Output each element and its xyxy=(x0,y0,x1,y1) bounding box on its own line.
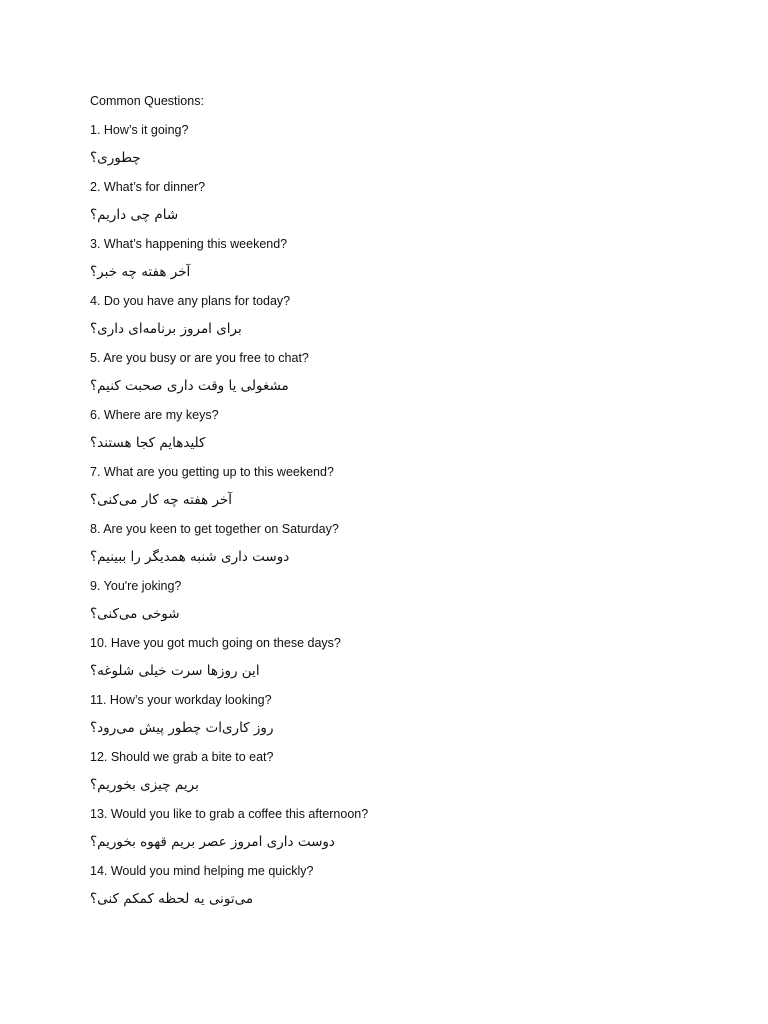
question-persian: دوست داری شنبه همدیگر را ببینیم؟ xyxy=(90,549,290,565)
question-persian: مشغولی یا وقت داری صحبت کنیم؟ xyxy=(90,378,289,394)
question-persian: چطوری؟ xyxy=(90,150,141,166)
question-english: 12. Should we grab a bite to eat? xyxy=(90,749,274,764)
question-item xyxy=(90,520,690,568)
question-english: 4. Do you have any plans for today? xyxy=(90,293,291,308)
question-persian: شام چی داریم؟ xyxy=(90,207,179,223)
question-item xyxy=(90,349,690,397)
question-item xyxy=(90,292,690,340)
document-heading: Common Questions: xyxy=(90,94,204,108)
question-item xyxy=(90,235,690,283)
question-persian: می‌تونی یه لحظه کمکم کنی؟ xyxy=(90,891,254,907)
question-english: 14. Would you mind helping me quickly? xyxy=(90,863,314,878)
question-persian: این روزها سرت خیلی شلوغه؟ xyxy=(90,663,260,679)
question-item xyxy=(90,748,690,796)
question-english: 10. Have you got much going on these days? xyxy=(90,635,341,650)
question-persian: کلیدهایم کجا هستند؟ xyxy=(90,435,206,451)
question-item xyxy=(90,862,690,910)
question-english: 6. Where are my keys? xyxy=(90,407,219,422)
question-persian: روز کاری‌ات چطور پیش می‌رود؟ xyxy=(90,720,274,736)
question-persian: دوست داری امروز عصر بریم قهوه بخوریم؟ xyxy=(90,834,335,850)
question-item xyxy=(90,634,690,682)
question-item xyxy=(90,406,690,454)
question-item xyxy=(90,463,690,511)
question-english: 9. You're joking? xyxy=(90,578,182,593)
question-english: 13. Would you like to grab a coffee this afternoon? xyxy=(90,806,369,821)
question-english: 5. Are you busy or are you free to chat? xyxy=(90,350,309,365)
question-item xyxy=(90,121,690,169)
question-persian: شوخی می‌کنی؟ xyxy=(90,606,180,622)
document-body xyxy=(90,92,690,919)
question-persian: بریم چیزی بخوریم؟ xyxy=(90,777,199,793)
question-english: 2. What’s for dinner? xyxy=(90,179,206,194)
question-persian: آخر هفته چه کار می‌کنی؟ xyxy=(90,492,233,508)
question-english: 8. Are you keen to get together on Saturday? xyxy=(90,521,339,536)
question-english: 3. What’s happening this weekend? xyxy=(90,236,288,251)
question-item xyxy=(90,577,690,625)
question-english: 7. What are you getting up to this weekend? xyxy=(90,464,334,479)
question-item xyxy=(90,178,690,226)
question-persian: آخر هفته چه خبر؟ xyxy=(90,264,191,280)
question-english: 1. How’s it going? xyxy=(90,122,189,137)
question-item xyxy=(90,691,690,739)
question-english: 11. How’s your workday looking? xyxy=(90,692,272,707)
question-persian: برای امروز برنامه‌ای داری؟ xyxy=(90,321,242,337)
question-item xyxy=(90,805,690,853)
